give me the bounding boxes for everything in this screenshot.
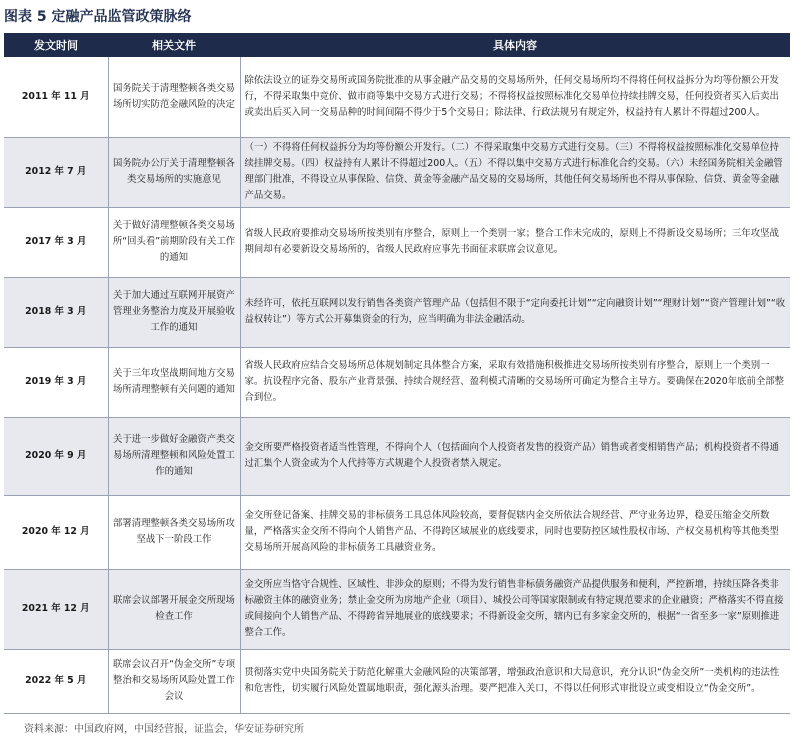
header-document: 相关文件: [108, 33, 240, 57]
row-content: 贯彻落实党中央国务院关于防范化解重大金融风险的决策部署，增强政治意识和大局意识，充分认识“伪金交所”一类机构的违法性和危害性，切实履行风险处置属地职责，强化源头治理。要严把准入关口，不得以任何形式审批设立或变相设立“伪金交所”。: [240, 649, 790, 713]
header-content: 具体内容: [240, 33, 790, 57]
row-content: 金交所要严格投资者适当性管理，不得向个人（包括面向个人投资者发售的投资产品）销售或者变相销售产品；机构投资者不得通过汇集个人资金或为个人代持等方式规避个人投资者禁入规定。: [240, 417, 790, 495]
source-note: 资料来源：中国政府网，中国经营报，证监会，华安证券研究所: [24, 724, 304, 735]
row-date: 2020 年 9 月: [4, 417, 108, 495]
table-row: [4, 417, 790, 495]
row-document: 国务院办公厅关于清理整顿各类交易场所的实施意见: [108, 137, 240, 207]
row-date: 2018 年 3 月: [4, 277, 108, 347]
table-row: [4, 277, 790, 347]
row-date: 2021 年 12 月: [4, 569, 108, 649]
row-content: 金交所登记备案、挂牌交易的非标债务工具总体风险较高，要督促辖内金交所依法合规经营、严守业务边界，稳妥压缩金交所数量，严格落实金交所不得向个人销售产品、不得跨区域展业的底线要求，同时也要防控区域性股权市场、产权交易机构等其他类型交易场所开展高风险的非标债务工具融资业务。: [240, 495, 790, 569]
row-document: 关于三年攻坚战期间地方交易场所清理整顿有关问题的通知: [108, 347, 240, 417]
row-date: 2012 年 7 月: [4, 137, 108, 207]
row-date: 2020 年 12 月: [4, 495, 108, 569]
row-date: 2017 年 3 月: [4, 207, 108, 277]
row-document: 国务院关于清理整顿各类交易场所切实防范金融风险的决定: [108, 57, 240, 137]
row-content: （一）不得将任何权益拆分为均等份额公开发行。（二）不得采取集中交易方式进行交易。（三）不得将权益按照标准化交易单位持续挂牌交易。（四）权益持有人累计不得超过200人。（五）不得以集中交易方式进行标准化合约交易。（六）未经国务院相关金融管理部门批准，不得设立从事保险、信贷、黄金等金融产品交易的交易场所，其他任何交易场所也不得从事保险、信贷、黄金等金融产品交易。: [240, 137, 790, 207]
table-header-row: [4, 33, 790, 57]
row-document: 关于做好清理整顿各类交易场所“回头看”前期阶段有关工作的通知: [108, 207, 240, 277]
row-content: 省级人民政府要推动交易场所按类别有序整合，原则上一个类别一家；整合工作未完成的，原则上不得新设交易场所；三年攻坚战期间却有必要新设交易场所的，省级人民政府应事先书面征求联席会议意见。: [240, 207, 790, 277]
table-row: [4, 57, 790, 137]
row-document: 关于加大通过互联网开展资产管理业务整治力度及开展验收工作的通知: [108, 277, 240, 347]
row-document: 部署清理整顿各类交易场所攻坚战下一阶段工作: [108, 495, 240, 569]
row-content: 除依法设立的证券交易所或国务院批准的从事金融产品交易的交易场所外，任何交易场所均不得将任何权益拆分为均等份额公开发行，不得采取集中竞价、做市商等集中交易方式进行交易；不得将权益按照标准化交易单位持续挂牌交易，任何投资者买入后卖出或卖出后买入同一交易品种的时间间隔不得少于5个交易日；除法律、行政法规另有规定外，权益持有人累计不得超过200人。: [240, 57, 790, 137]
table-row: [4, 347, 790, 417]
policy-table: [4, 33, 790, 714]
row-content: 省级人民政府应结合交易场所总体规划制定具体整合方案，采取有效措施积极推进交易场所按类别有序整合，原则上一个类别一家。抗设程序完备、股东产业背景强、持续合规经营、盈利模式清晰的交易场所可确定为整合主导方。要确保在2020年底前全部整合到位。: [240, 347, 790, 417]
row-date: 2022 年 5 月: [4, 649, 108, 713]
row-content: 金交所应当恪守合规性、区域性、非涉众的原则；不得为发行销售非标债务融资产品提供服务和便利，严控新增，持续压降各类非标融资主体的融资业务；禁止金交所为房地产企业（项目）、城投公司等国家限制或有特定规范要求的企业融资；严格落实不得直接或间接向个人销售产品、不得跨省异地展业的底线要求；不得新设金交所，辖内已有多家金交所的，根据“一省至多一家”原则推进整合工作。: [240, 569, 790, 649]
table-row: [4, 207, 790, 277]
row-content: 未经许可，依托互联网以发行销售各类资产管理产品（包括但不限于“定向委托计划”“定向融资计划”“理财计划”“资产管理计划”“收益权转让”）等方式公开募集资金的行为，应当明确为非法金融活动。: [240, 277, 790, 347]
header-date: 发文时间: [4, 33, 108, 57]
row-document: 关于进一步做好金融资产类交易场所清理整顿和风险处置工作的通知: [108, 417, 240, 495]
row-document: 联席会议部署开展金交所现场检查工作: [108, 569, 240, 649]
figure-title: 图表 5 定融产品监管政策脉络: [4, 9, 192, 25]
table-row: [4, 569, 790, 649]
row-document: 联席会议召开“伪金交所”专项整治和交易场所风险处置工作会议: [108, 649, 240, 713]
table-row: [4, 649, 790, 713]
row-date: 2019 年 3 月: [4, 347, 108, 417]
table-row: [4, 495, 790, 569]
row-date: 2011 年 11 月: [4, 57, 108, 137]
table-row: [4, 137, 790, 207]
